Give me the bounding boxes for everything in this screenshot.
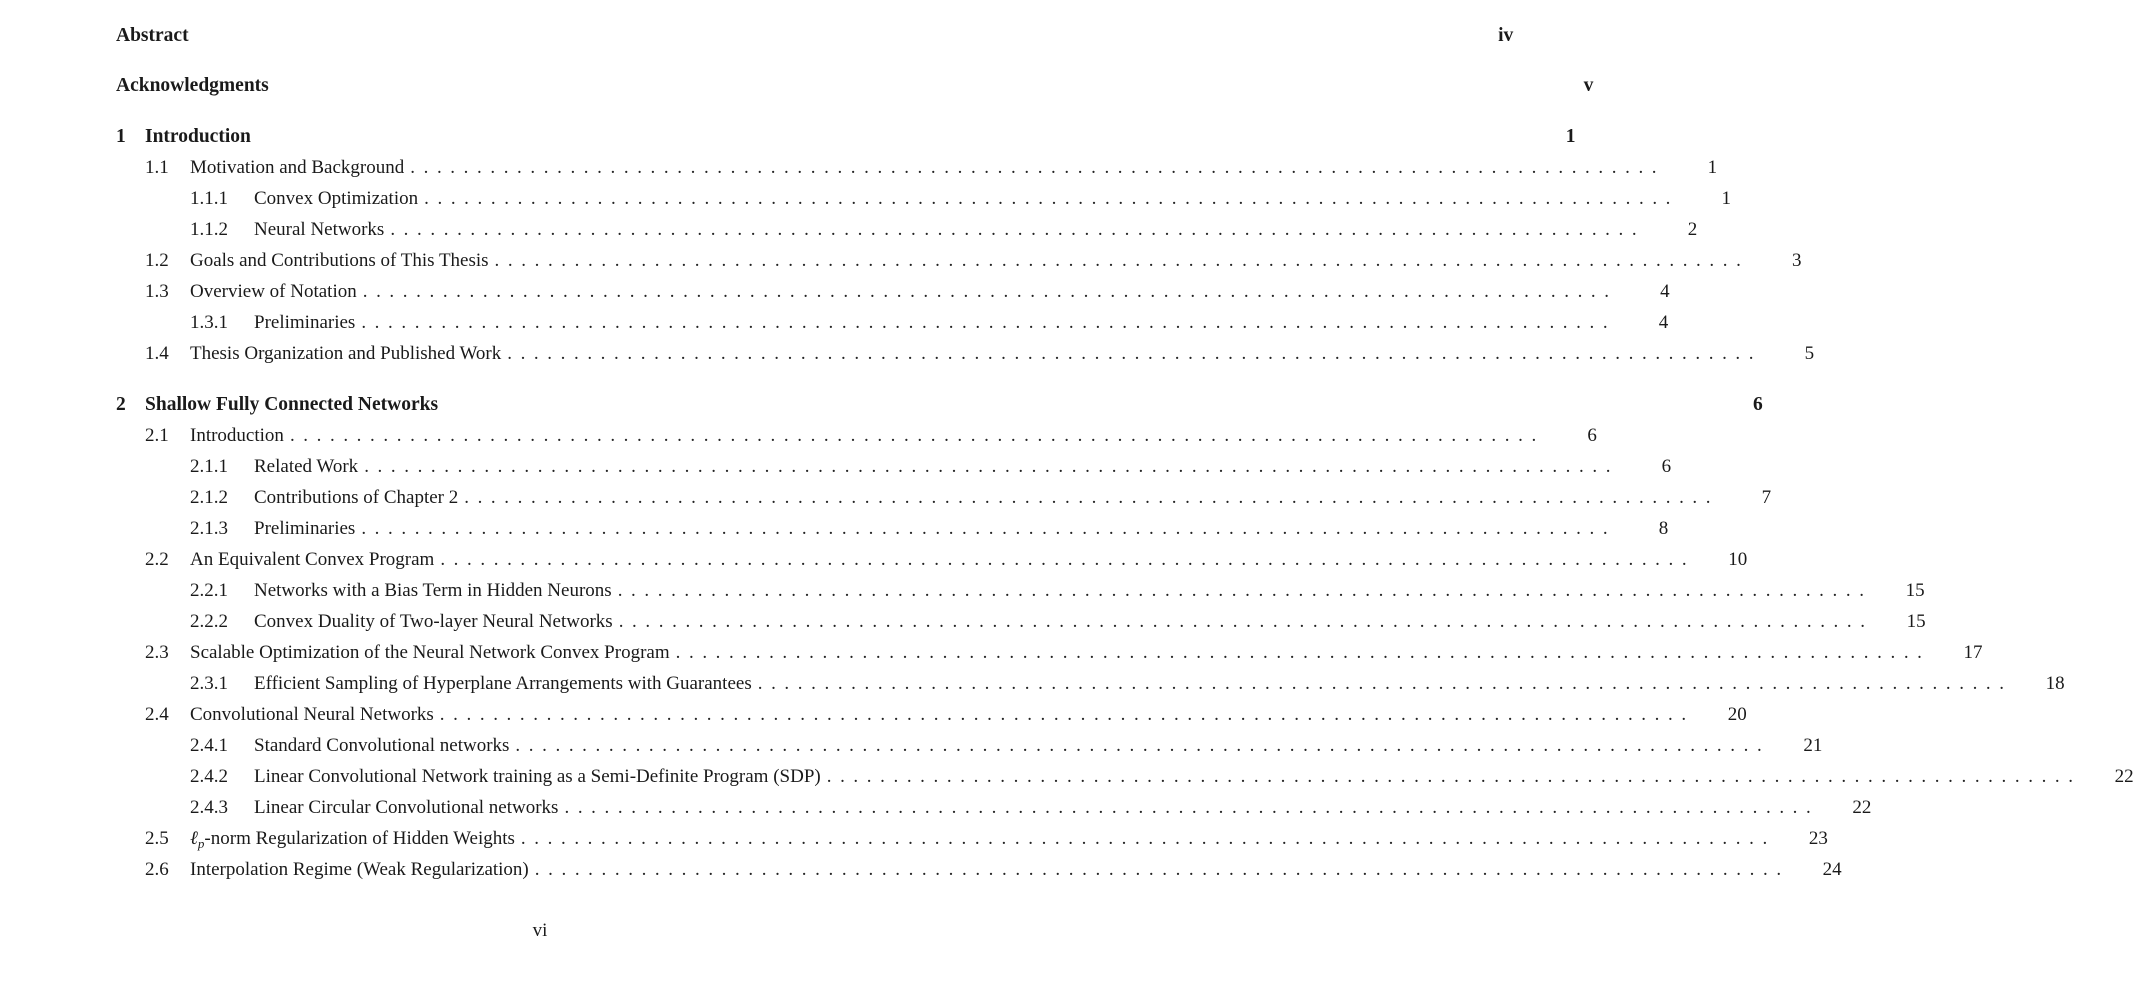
- toc-number: 1.4: [145, 343, 169, 364]
- toc-number: 1: [116, 126, 126, 147]
- toc-leader: ..............................................................................................: [390, 219, 1646, 240]
- toc-entry-2-6[interactable]: [145, 858, 1842, 882]
- toc-entry-2-4[interactable]: [145, 703, 1747, 727]
- toc-entry-2-2[interactable]: [145, 548, 1748, 572]
- toc-number: 1.2: [145, 250, 169, 271]
- toc-page: 24: [1822, 859, 1842, 880]
- toc-leader: ..............................................................................................: [410, 157, 1666, 178]
- toc-number: 2: [116, 394, 126, 415]
- toc-entry-acknowledgments[interactable]: [116, 74, 1594, 98]
- toc-number: 1.3: [145, 281, 169, 302]
- toc-entry-1-1-2[interactable]: [190, 218, 1698, 242]
- toc-entry-2-2-1[interactable]: [190, 579, 1925, 603]
- toc-number: 1.3.1: [190, 312, 228, 333]
- toc-entry-2-3-1[interactable]: [190, 672, 2065, 696]
- toc-leader: ..............................................................................................: [618, 611, 1874, 632]
- toc-title: Neural Networks: [254, 219, 385, 240]
- toc-title: An Equivalent Convex Program: [190, 549, 435, 570]
- toc-number: 2.4.1: [190, 735, 228, 756]
- toc-entry-1-3-1[interactable]: [190, 311, 1669, 335]
- toc-leader: ..............................................................................................: [361, 518, 1617, 539]
- toc-title: Preliminaries: [254, 312, 356, 333]
- toc-leader: ..............................................................................................: [520, 828, 1776, 849]
- toc-number: 2.2.1: [190, 580, 228, 601]
- toc-entry-2-4-2[interactable]: [190, 765, 2134, 789]
- ell-symbol: ℓ: [190, 828, 198, 849]
- toc-number: 2.4: [145, 704, 169, 725]
- toc-title: [190, 827, 521, 852]
- toc-title: Standard Convolutional networks: [254, 735, 510, 756]
- toc-title-rest: -norm Regularization of Hidden Weights: [204, 828, 515, 849]
- toc-page: 1: [1707, 157, 1718, 178]
- toc-leader: ..............................................................................................: [464, 487, 1720, 508]
- toc-page: 8: [1658, 518, 1669, 539]
- toc-leader: ..............................................................................................: [362, 281, 1618, 302]
- toc-title: Introduction: [190, 425, 284, 446]
- toc-page: iv: [1498, 25, 1514, 46]
- toc-number: 2.5: [145, 828, 169, 849]
- toc-page: 22: [1852, 797, 1872, 818]
- toc-page: 4: [1660, 281, 1670, 302]
- toc-title: Convolutional Neural Networks: [190, 704, 434, 725]
- toc-entry-2-1-3[interactable]: [190, 517, 1669, 541]
- toc-entry-2-4-1[interactable]: [190, 734, 1823, 758]
- toc-number: 2.3: [145, 642, 169, 663]
- toc-page: 17: [1963, 642, 1983, 663]
- toc-leader: ..............................................................................................: [534, 859, 1790, 880]
- toc-title: Interpolation Regime (Weak Regularization): [190, 859, 529, 880]
- toc-title: Networks with a Bias Term in Hidden Neurons: [254, 580, 612, 601]
- toc-title: Contributions of Chapter 2: [254, 487, 459, 508]
- toc-page: 23: [1808, 828, 1828, 849]
- page-number: vi: [532, 920, 548, 941]
- toc-entry-2-1-1[interactable]: [190, 455, 1672, 479]
- toc-leader: ..............................................................................................: [617, 580, 1873, 601]
- toc-title: Goals and Contributions of This Thesis: [190, 250, 489, 271]
- toc-number: 2.1.1: [190, 456, 228, 477]
- toc-entry-1-2[interactable]: [145, 249, 1802, 273]
- toc-number: 1.1.1: [190, 188, 228, 209]
- toc-title: Abstract: [116, 25, 189, 46]
- toc-entry-chapter-1[interactable]: [116, 125, 1576, 149]
- toc-title: Convex Duality of Two-layer Neural Networks: [254, 611, 613, 632]
- toc-number: 2.2.2: [190, 611, 228, 632]
- toc-number: 2.4.2: [190, 766, 228, 787]
- toc-entry-1-4[interactable]: [145, 342, 1815, 366]
- toc-leader: ..............................................................................................: [675, 642, 1931, 663]
- toc-leader: ..............................................................................................: [440, 549, 1696, 570]
- subscript-p: p: [197, 836, 205, 851]
- toc-number: 2.2: [145, 549, 169, 570]
- toc-number: 2.4.3: [190, 797, 228, 818]
- toc-entry-2-2-2[interactable]: [190, 610, 1926, 634]
- toc-page: 1: [1721, 188, 1732, 209]
- toc-page: 15: [1905, 580, 1925, 601]
- toc-page: 4: [1658, 312, 1669, 333]
- toc-number: 1.1.2: [190, 219, 228, 240]
- toc-title: Linear Circular Convolutional networks: [254, 797, 559, 818]
- toc-title: Acknowledgments: [116, 75, 269, 96]
- toc-page: 6: [1752, 394, 1763, 415]
- toc-page: 15: [1906, 611, 1926, 632]
- toc-title: Motivation and Background: [190, 157, 405, 178]
- toc-leader: ..............................................................................................: [564, 797, 1820, 818]
- toc-entry-1-1[interactable]: [145, 156, 1718, 180]
- toc-number: 2.1.3: [190, 518, 228, 539]
- toc-title: Introduction: [145, 126, 251, 147]
- toc-page: 6: [1661, 456, 1672, 477]
- toc-leader: ..............................................................................................: [757, 673, 2013, 694]
- toc-title: Preliminaries: [254, 518, 356, 539]
- toc-title: Efficient Sampling of Hyperplane Arrangements with Guarantees: [254, 673, 752, 694]
- toc-page: 10: [1728, 549, 1748, 570]
- toc-entry-2-3[interactable]: [145, 641, 1983, 665]
- toc-entry-2-5[interactable]: [145, 827, 1828, 852]
- toc-number: 1.1: [145, 157, 169, 178]
- toc-page: 1: [1565, 126, 1576, 147]
- toc-leader: ..............................................................................................: [439, 704, 1695, 725]
- toc-leader: ..............................................................................................: [289, 425, 1545, 446]
- toc-entry-abstract[interactable]: [116, 24, 1514, 48]
- toc-entry-2-4-3[interactable]: [190, 796, 1872, 820]
- toc-entry-1-3[interactable]: [145, 280, 1670, 304]
- toc-number: 2.3.1: [190, 673, 228, 694]
- toc-page: 2: [1687, 219, 1698, 240]
- toc-leader: ..............................................................................................: [826, 766, 2082, 787]
- toc-page: 6: [1587, 425, 1597, 446]
- toc-number: 2.1: [145, 425, 169, 446]
- toc-page: 7: [1761, 487, 1772, 508]
- toc-title: Overview of Notation: [190, 281, 357, 302]
- toc-page: 21: [1803, 735, 1823, 756]
- toc-number: 2.1.2: [190, 487, 228, 508]
- toc-page: 3: [1791, 250, 1802, 271]
- toc-title: Shallow Fully Connected Networks: [145, 394, 439, 415]
- toc-title: Related Work: [254, 456, 359, 477]
- toc-entry-2-1[interactable]: [145, 424, 1597, 448]
- toc-leader: ..............................................................................................: [364, 456, 1620, 477]
- toc-leader: ..............................................................................................: [494, 250, 1750, 271]
- toc-leader: ..............................................................................................: [515, 735, 1771, 756]
- toc-page: 18: [2045, 673, 2065, 694]
- toc-title: Scalable Optimization of the Neural Network Convex Program: [190, 642, 670, 663]
- toc-number: 2.6: [145, 859, 169, 880]
- toc-leader: ..............................................................................................: [507, 343, 1763, 364]
- toc-entry-2-1-2[interactable]: [190, 486, 1772, 510]
- toc-leader: ..............................................................................................: [361, 312, 1617, 333]
- toc-title: Linear Convolutional Network training as a Semi-Definite Program (SDP): [254, 766, 821, 787]
- toc-page: 5: [1804, 343, 1815, 364]
- toc-page: 22: [2114, 766, 2134, 787]
- toc-page: 20: [1727, 704, 1747, 725]
- toc-page: v: [1583, 75, 1594, 96]
- toc-entry-1-1-1[interactable]: [190, 187, 1732, 211]
- toc-leader: ..............................................................................................: [424, 188, 1680, 209]
- toc-title: Convex Optimization: [254, 188, 419, 209]
- toc-title: Thesis Organization and Published Work: [190, 343, 502, 364]
- toc-entry-chapter-2[interactable]: [116, 393, 1763, 417]
